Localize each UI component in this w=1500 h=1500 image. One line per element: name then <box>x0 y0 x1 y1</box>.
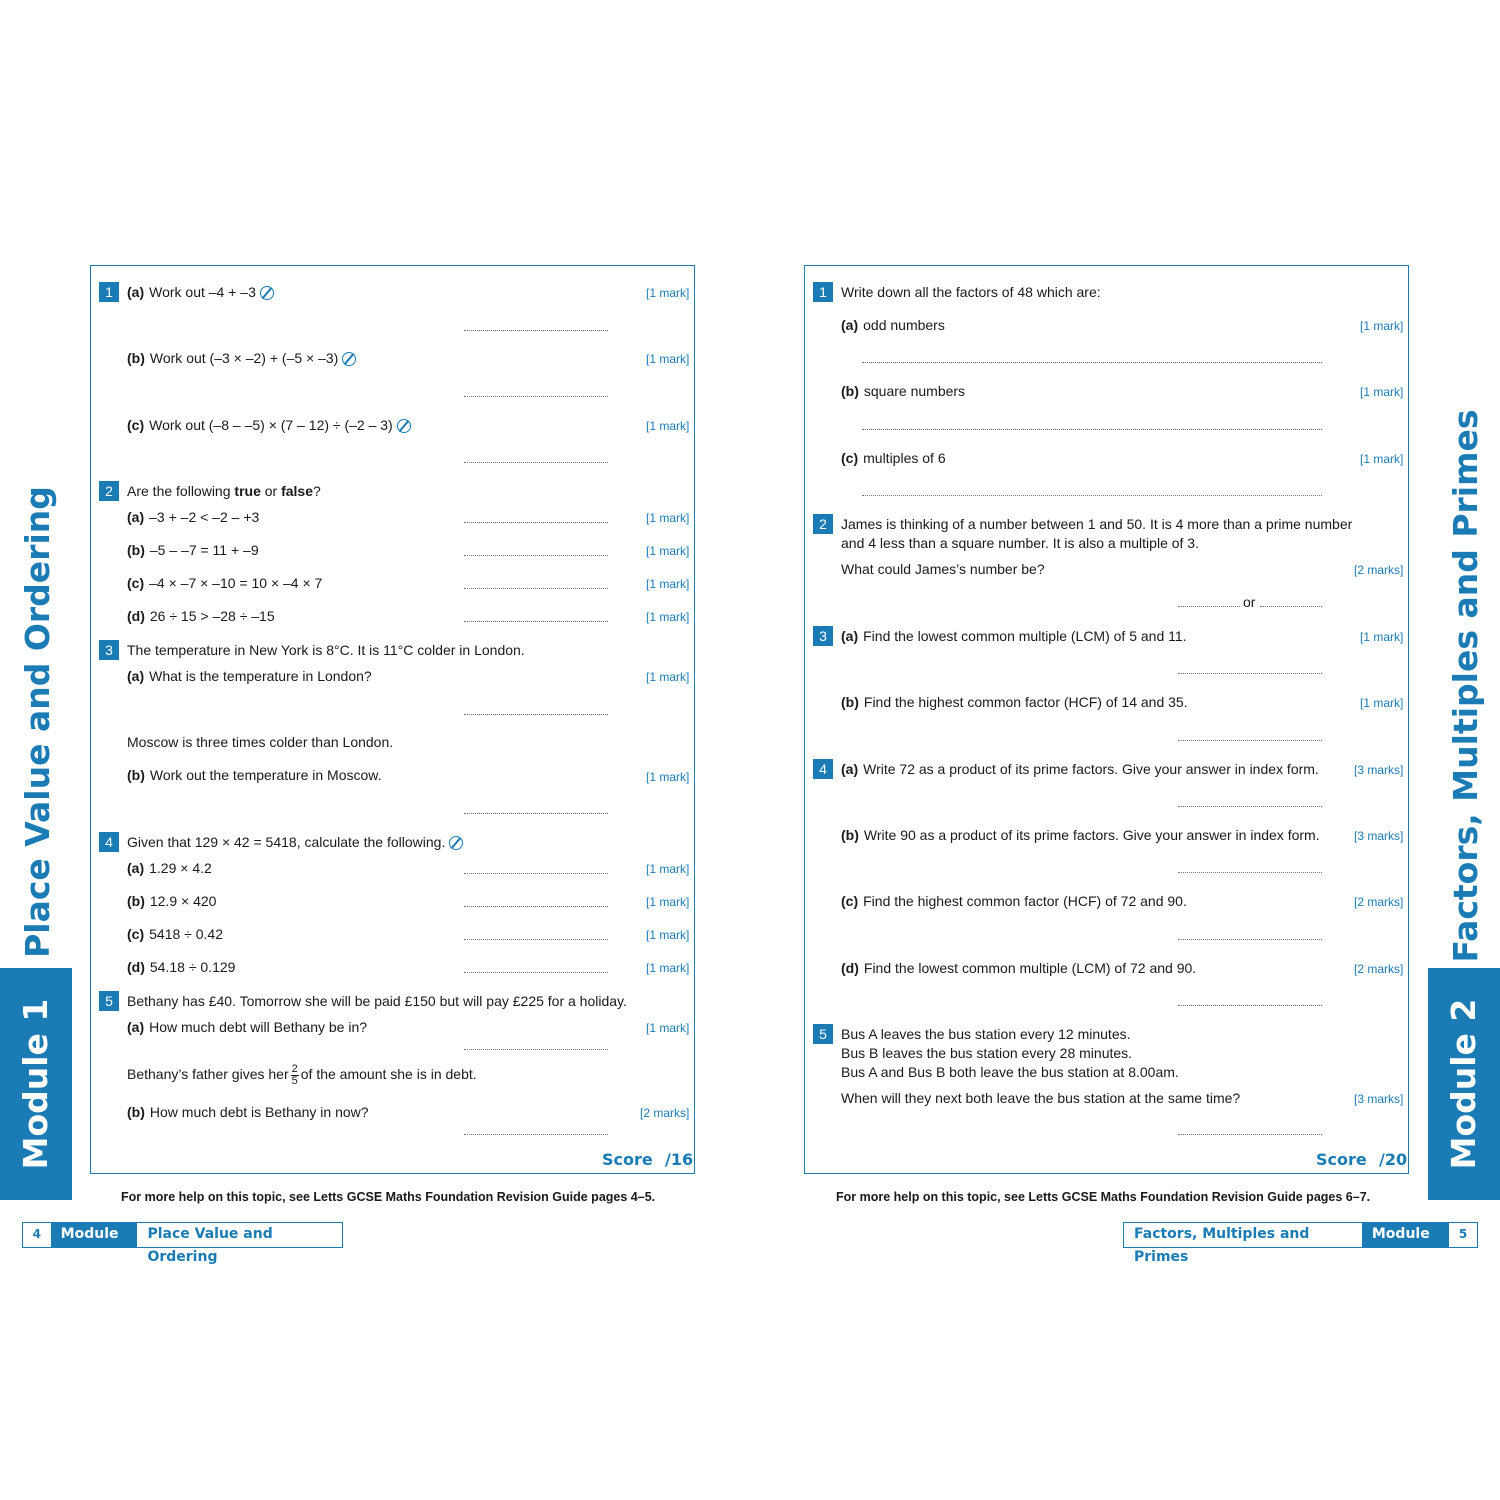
question-number: 3 <box>813 626 833 646</box>
answer-line[interactable] <box>464 873 608 874</box>
answer-line[interactable] <box>1178 1005 1322 1006</box>
part-label: (b) <box>841 383 859 399</box>
answer-line[interactable] <box>862 429 1322 430</box>
score-label: Score <box>1316 1150 1367 1169</box>
answer-line[interactable] <box>464 396 608 397</box>
question-text: odd numbers <box>863 317 945 333</box>
mark-label: [1 mark] <box>1360 696 1404 710</box>
question-3b <box>127 766 382 785</box>
question-text: 26 ÷ 15 > –28 ÷ –15 <box>149 608 275 624</box>
footer-module: Module 1 <box>51 1223 138 1247</box>
part-label: (b) <box>841 827 859 843</box>
or-label: or <box>1243 594 1256 610</box>
score-label: Score <box>602 1150 653 1169</box>
question-text: How much debt is Bethany in now? <box>149 1104 369 1120</box>
question-text: –4 × –7 × –10 = 10 × –4 × 7 <box>149 575 323 591</box>
fraction-numerator: 2 <box>291 1063 298 1075</box>
answer-line[interactable] <box>862 495 1322 496</box>
question-number: 4 <box>99 832 119 852</box>
part-label: (a) <box>127 860 145 876</box>
answer-line[interactable] <box>464 522 608 523</box>
question-3a <box>841 627 1187 646</box>
question-3-intro: The temperature in New York is 8°C. It is 11°C colder in London. <box>127 642 525 658</box>
part-label: (b) <box>127 350 145 366</box>
page-number: 4 <box>32 1227 41 1241</box>
part-label: (a) <box>841 628 859 644</box>
question-1c <box>127 416 411 435</box>
question-3b <box>841 693 1188 712</box>
question-number: 4 <box>813 759 833 779</box>
mark-label: [1 mark] <box>646 352 690 366</box>
question-5-line1: Bus A leaves the bus station every 12 minutes. <box>841 1026 1131 1042</box>
part-label: (b) <box>127 767 145 783</box>
answer-line[interactable] <box>1178 1134 1322 1135</box>
question-1-intro: Write down all the factors of 48 which are: <box>841 284 1101 300</box>
question-number: 3 <box>99 640 119 660</box>
question-1a <box>127 283 274 302</box>
part-label: (a) <box>127 1019 145 1035</box>
question-4a <box>841 760 1319 779</box>
question-text: square numbers <box>863 383 966 399</box>
question-2b <box>127 541 259 560</box>
question-text: Work out –4 + –3 <box>149 284 256 300</box>
mark-label: [1 mark] <box>646 670 690 684</box>
answer-line[interactable] <box>1178 872 1322 873</box>
left-question-panel <box>90 265 695 1174</box>
left-footer <box>22 1222 343 1265</box>
question-number: 2 <box>99 481 119 501</box>
question-5-mid <box>127 1064 477 1087</box>
question-number: 1 <box>99 282 119 302</box>
question-2-intro <box>127 482 321 501</box>
mark-label: [1 mark] <box>646 862 690 876</box>
right-question-panel <box>804 265 1409 1174</box>
question-4-intro <box>127 833 463 852</box>
mark-label: [1 mark] <box>1360 319 1404 333</box>
question-2a <box>127 508 259 527</box>
left-module-tab-label: Module 1 <box>16 998 55 1170</box>
answer-line[interactable] <box>464 714 608 715</box>
question-text: Find the lowest common multiple (LCM) of 72 and 90. <box>863 960 1197 976</box>
answer-line[interactable] <box>1260 606 1322 607</box>
mark-label: [1 mark] <box>646 928 690 942</box>
question-text: 12.9 × 420 <box>149 893 217 909</box>
mark-label: [3 marks] <box>1354 763 1404 777</box>
mark-label: [2 marks] <box>1354 962 1404 976</box>
question-4b <box>841 826 1320 845</box>
part-label: (c) <box>127 575 145 591</box>
mid-text: Bethany’s father gives her <box>127 1066 289 1083</box>
intro-or: or <box>260 483 282 499</box>
no-calculator-icon <box>397 419 411 433</box>
mark-label: [1 mark] <box>646 895 690 909</box>
question-text: Find the highest common factor (HCF) of 14 and 35. <box>863 694 1188 710</box>
question-4c <box>127 925 223 944</box>
part-label: (d) <box>127 959 145 975</box>
no-calculator-icon <box>449 836 463 850</box>
mark-label: [1 mark] <box>1360 385 1404 399</box>
question-text: Write 72 as a product of its prime factors. Give your answer in index form. <box>863 761 1319 777</box>
question-text: Find the lowest common multiple (LCM) of 5 and 11. <box>863 628 1187 644</box>
question-5-intro: Bethany has £40. Tomorrow she will be paid £150 but will pay £225 for a holiday. <box>127 993 627 1009</box>
question-4d <box>841 959 1196 978</box>
part-label: (c) <box>841 450 859 466</box>
mark-label: [3 marks] <box>1354 1092 1404 1106</box>
question-1b <box>127 349 356 368</box>
question-3-mid: Moscow is three times colder than London. <box>127 734 394 750</box>
question-5-line2: Bus B leaves the bus station every 28 minutes. <box>841 1045 1133 1061</box>
part-label: (d) <box>127 608 145 624</box>
mark-label: [1 mark] <box>646 511 690 525</box>
question-1b <box>841 382 965 401</box>
mark-label: [1 mark] <box>1360 452 1404 466</box>
answer-line[interactable] <box>464 462 608 463</box>
right-footer <box>1123 1222 1478 1265</box>
footer-title: Place Value and Ordering <box>147 1226 273 1265</box>
score-total: /20 <box>1379 1150 1408 1169</box>
fraction-denominator: 5 <box>291 1075 298 1087</box>
mark-label: [1 mark] <box>1360 630 1404 644</box>
part-label: (b) <box>841 694 859 710</box>
question-1c <box>841 449 946 468</box>
answer-line[interactable] <box>1178 939 1322 940</box>
mark-label: [1 mark] <box>646 419 690 433</box>
mark-label: [1 mark] <box>646 577 690 591</box>
question-5-question: When will they next both leave the bus station at the same time? <box>841 1090 1241 1106</box>
answer-line[interactable] <box>464 1134 608 1135</box>
mark-label: [1 mark] <box>646 544 690 558</box>
no-calculator-icon <box>342 352 356 366</box>
answer-line[interactable] <box>862 362 1322 363</box>
mid-text: of the amount she is in debt. <box>300 1066 477 1083</box>
question-number: 5 <box>99 991 119 1011</box>
mark-label: [1 mark] <box>646 1021 690 1035</box>
question-4a <box>127 859 212 878</box>
question-text: multiples of 6 <box>863 450 946 466</box>
question-number: 5 <box>813 1024 833 1044</box>
part-label: (b) <box>127 1104 145 1120</box>
question-text: –3 + –2 < –2 – +3 <box>149 509 260 525</box>
question-text: How much debt will Bethany be in? <box>149 1019 368 1035</box>
part-label: (c) <box>127 417 145 433</box>
part-label: (a) <box>127 668 145 684</box>
answer-line[interactable] <box>464 939 608 940</box>
part-label: (b) <box>127 542 145 558</box>
left-side-title: Place Value and Ordering <box>18 486 57 958</box>
mark-label: [1 mark] <box>646 610 690 624</box>
part-label: (b) <box>127 893 145 909</box>
mark-label: [2 marks] <box>640 1106 690 1120</box>
question-1a <box>841 316 945 335</box>
question-4b <box>127 892 216 911</box>
fraction <box>291 1064 299 1087</box>
right-side-title: Factors, Multiples and Primes <box>1446 409 1485 963</box>
right-help-text: For more help on this topic, see Letts GCSE Maths Foundation Revision Guide pages 6–7. <box>836 1190 1371 1204</box>
mark-label: [3 marks] <box>1354 829 1404 843</box>
mark-label: [1 mark] <box>646 961 690 975</box>
question-text: Work out the temperature in Moscow. <box>149 767 382 783</box>
question-5a <box>127 1018 367 1037</box>
right-module-tab <box>1428 968 1500 1200</box>
part-label: (d) <box>841 960 859 976</box>
part-label: (c) <box>127 926 145 942</box>
answer-line[interactable] <box>464 1049 608 1050</box>
question-text: Write 90 as a product of its prime factors. Give your answer in index form. <box>863 827 1320 843</box>
intro-true: true <box>234 483 261 499</box>
intro-false: false <box>281 483 314 499</box>
left-module-tab <box>0 968 72 1200</box>
answer-line[interactable] <box>464 621 608 622</box>
question-text: Work out (–8 – –5) × (7 – 12) ÷ (–2 – 3) <box>149 417 393 433</box>
answer-line[interactable] <box>1178 806 1322 807</box>
mark-label: [1 mark] <box>646 286 690 300</box>
part-label: (a) <box>127 509 145 525</box>
part-label: (c) <box>841 893 859 909</box>
footer-title: Factors, Multiples and Primes <box>1134 1226 1310 1265</box>
answer-line[interactable] <box>1178 740 1322 741</box>
question-text: Find the highest common factor (HCF) of 72 and 90. <box>863 893 1187 909</box>
answer-line[interactable] <box>464 555 608 556</box>
question-2d <box>127 607 275 626</box>
question-3a <box>127 667 372 686</box>
mark-label: [2 marks] <box>1354 563 1404 577</box>
intro-end: ? <box>313 483 321 499</box>
question-5b <box>127 1103 369 1122</box>
answer-line[interactable] <box>464 972 608 973</box>
answer-line[interactable] <box>464 813 608 814</box>
question-text: Work out (–3 × –2) + (–5 × –3) <box>149 350 339 366</box>
intro-text: Given that 129 × 42 = 5418, calculate the following. <box>127 834 446 850</box>
question-2-line2: and 4 less than a square number. It is also a multiple of 3. <box>841 535 1199 551</box>
question-number: 2 <box>813 514 833 534</box>
question-text: 5418 ÷ 0.42 <box>149 926 223 942</box>
answer-line[interactable] <box>464 330 608 331</box>
page-number: 5 <box>1458 1227 1468 1241</box>
no-calculator-icon <box>260 286 274 300</box>
answer-line[interactable] <box>464 588 608 589</box>
footer-module: Module 2 <box>1362 1223 1449 1247</box>
question-text: 1.29 × 4.2 <box>149 860 212 876</box>
part-label: (a) <box>841 761 859 777</box>
left-help-text: For more help on this topic, see Letts GCSE Maths Foundation Revision Guide pages 4–5. <box>121 1190 656 1204</box>
question-text: 54.18 ÷ 0.129 <box>149 959 236 975</box>
question-text: –5 – –7 = 11 + –9 <box>149 542 259 558</box>
question-number: 1 <box>813 282 833 302</box>
question-text: What is the temperature in London? <box>149 668 372 684</box>
right-module-tab-label: Module 2 <box>1444 998 1483 1170</box>
question-5-line3: Bus A and Bus B both leave the bus station at 8.00am. <box>841 1064 1179 1080</box>
score-total: /16 <box>665 1150 694 1169</box>
answer-line[interactable] <box>1178 606 1240 607</box>
question-2-question: What could James’s number be? <box>841 561 1045 577</box>
answer-line[interactable] <box>1178 673 1322 674</box>
question-4d <box>127 958 235 977</box>
question-2c <box>127 574 322 593</box>
question-2-line1: James is thinking of a number between 1 and 50. It is 4 more than a prime number <box>841 516 1353 532</box>
answer-line[interactable] <box>464 906 608 907</box>
mark-label: [1 mark] <box>646 770 690 784</box>
question-4c <box>841 892 1187 911</box>
intro-text: Are the following <box>127 483 235 499</box>
mark-label: [2 marks] <box>1354 895 1404 909</box>
part-label: (a) <box>841 317 859 333</box>
part-label: (a) <box>127 284 145 300</box>
